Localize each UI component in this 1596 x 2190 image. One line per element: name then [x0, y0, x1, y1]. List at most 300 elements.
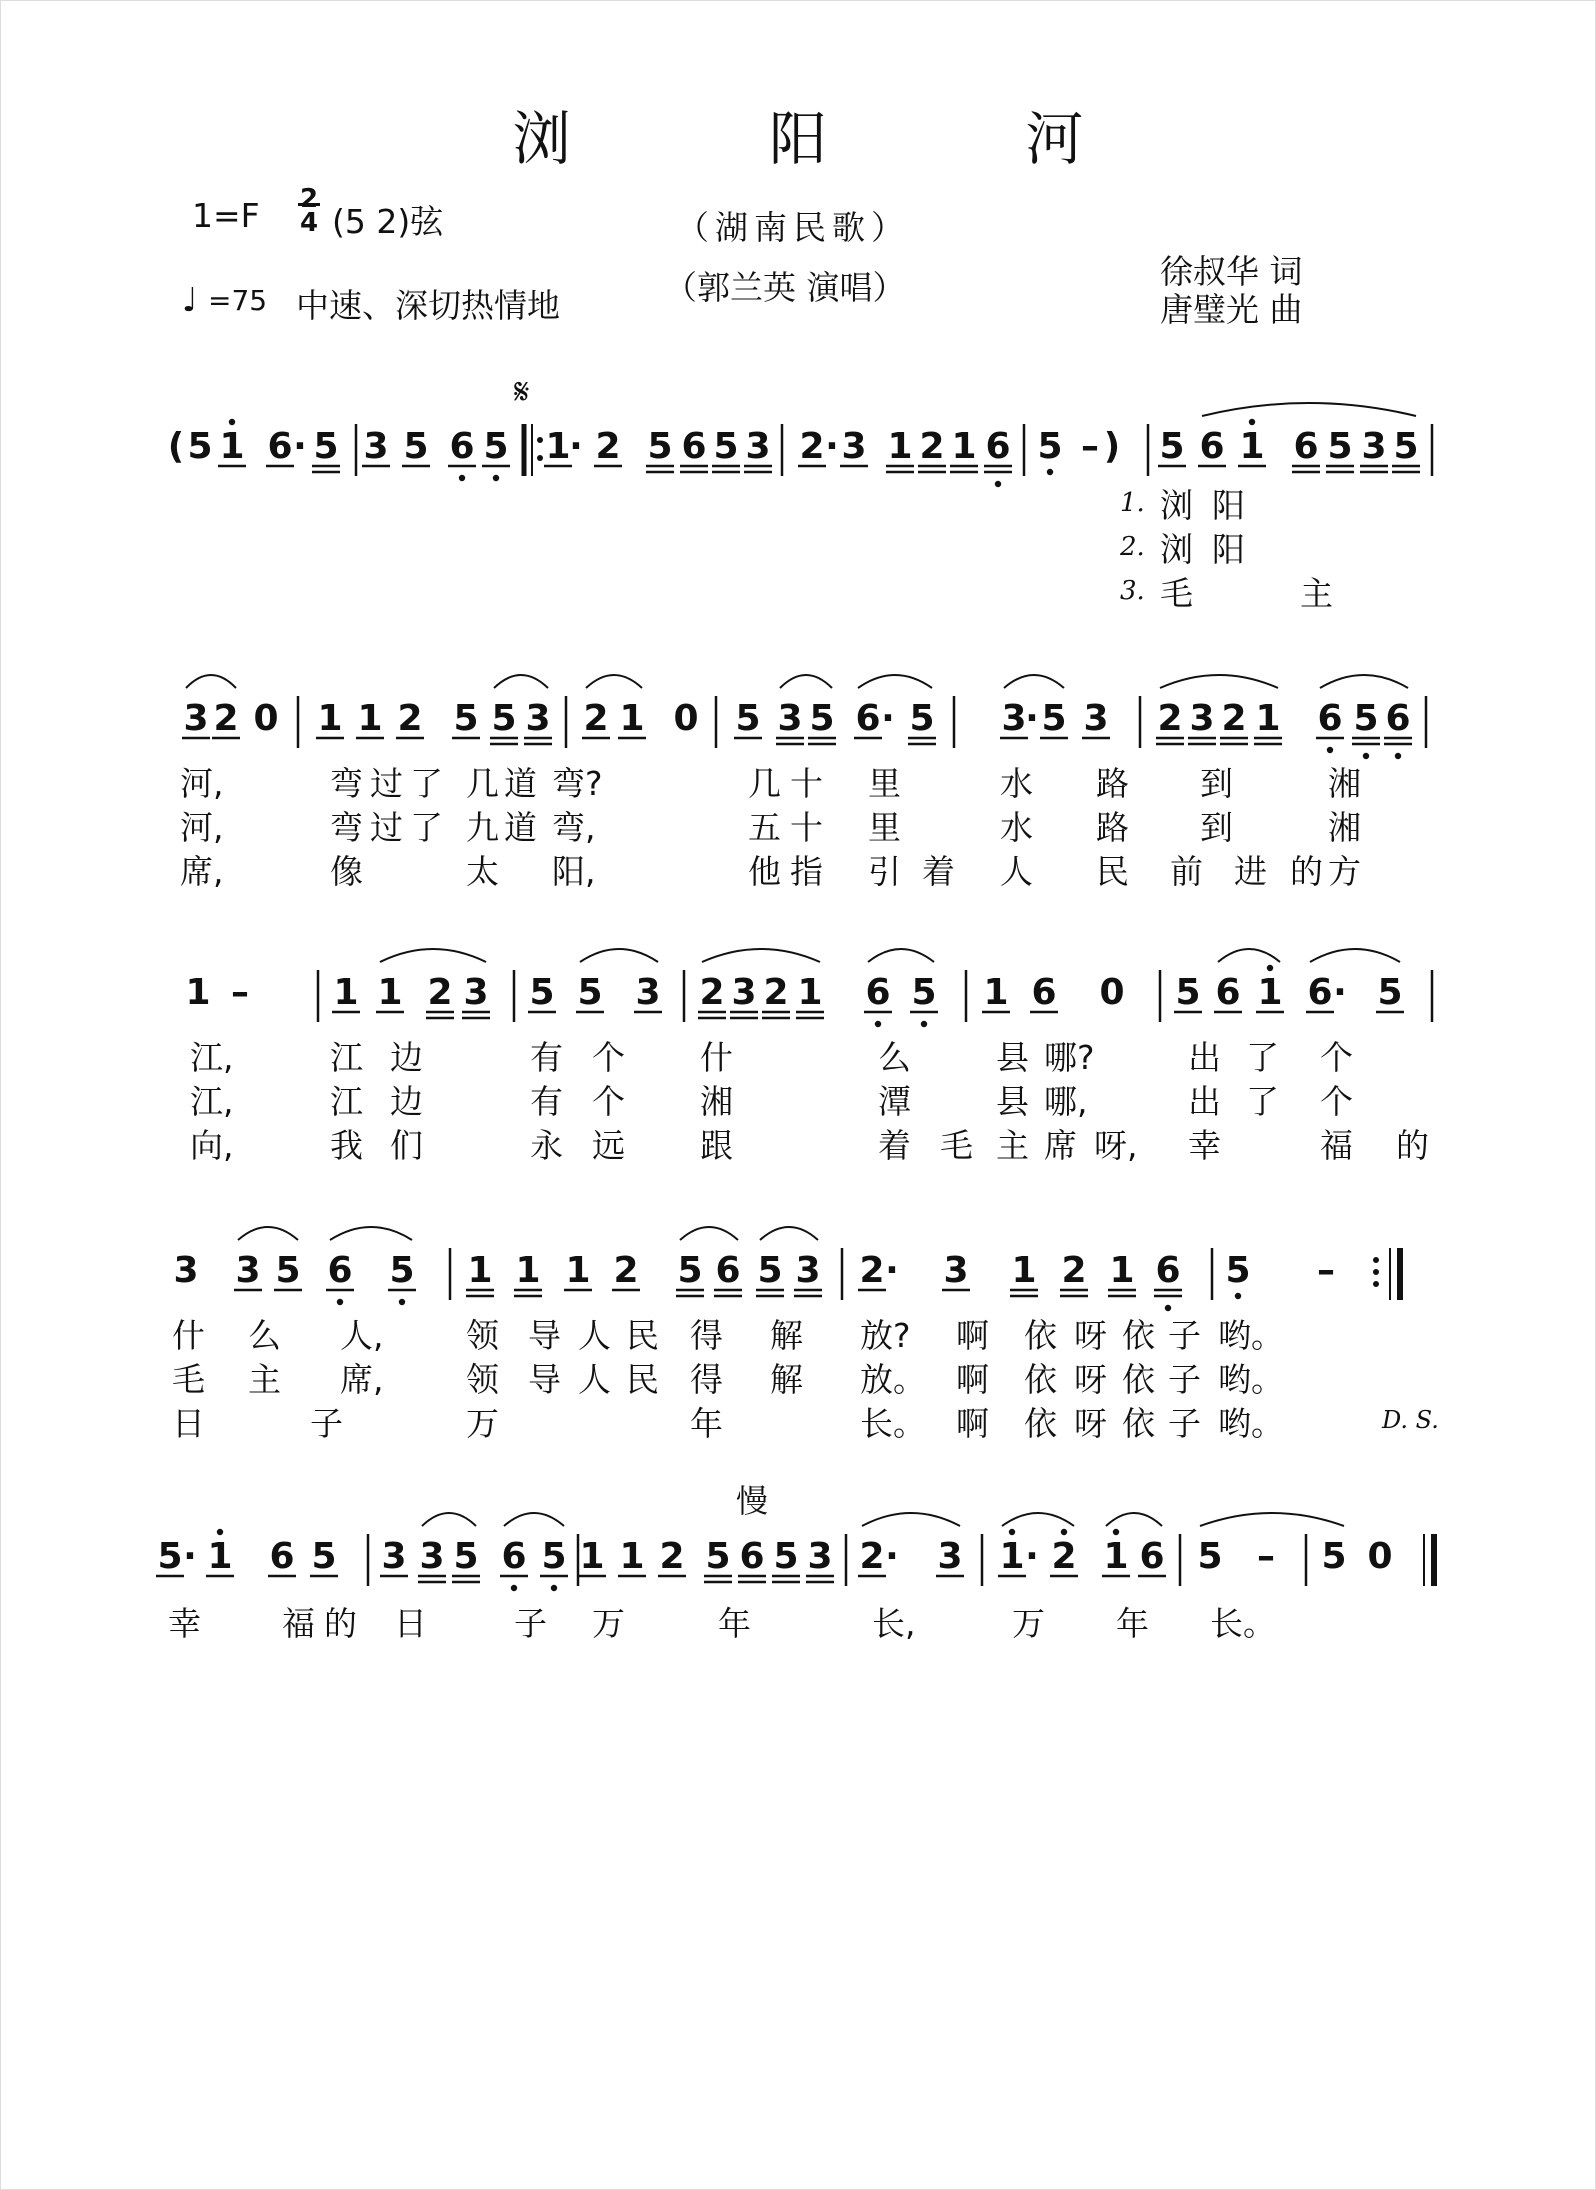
lyric-syllable: 他 [748, 852, 781, 891]
high-octave-dot [1249, 419, 1255, 425]
note: 1 [1011, 1250, 1037, 1291]
note: 2 [583, 698, 609, 739]
note: 6 [1385, 698, 1411, 739]
note: 5 [1159, 426, 1185, 467]
note: 5 [453, 1536, 479, 1577]
note: 2 [1051, 1536, 1077, 1577]
lyric-syllable: 领 [466, 1316, 499, 1355]
verse-number: 2. [1120, 532, 1145, 562]
slur-arc [494, 675, 548, 688]
slur-arc [1002, 1513, 1074, 1526]
note: 2 [699, 972, 725, 1013]
note: 1 [619, 698, 645, 739]
lyric-syllable: 道 [504, 808, 537, 847]
slur-arc [862, 1513, 960, 1526]
lyric-syllable: 依 [1024, 1360, 1057, 1399]
note: 6 [855, 698, 881, 739]
note: 6 [1317, 698, 1343, 739]
lyric-syllable: 江, [190, 1038, 234, 1077]
low-octave-dot [511, 1585, 517, 1591]
note: 2 [613, 1250, 639, 1291]
note: 0 [1099, 972, 1125, 1013]
low-octave-dot [1395, 753, 1401, 759]
note: 5 [1393, 426, 1419, 467]
note: 2 [427, 972, 453, 1013]
note: 5 [1225, 1250, 1251, 1291]
lyric-syllable: 里 [868, 764, 901, 803]
lyric-syllable: 领 [466, 1360, 499, 1399]
lyric-syllable: 指 [790, 852, 823, 891]
note: · [885, 1250, 899, 1291]
lyric-syllable: 呀, [1094, 1126, 1138, 1165]
lyric-syllable: 潭 [878, 1082, 911, 1121]
note: 6 [269, 1536, 295, 1577]
lyric-syllable: 福 [282, 1604, 315, 1643]
lyric-syllable: 放? [860, 1316, 911, 1355]
note: 3 [381, 1536, 407, 1577]
song-title: 浏 阳 河 [512, 105, 1174, 173]
lyric-syllable: 前 [1170, 852, 1203, 891]
lyric-syllable: 方 [1328, 852, 1361, 891]
lyric-syllable: 河, [180, 808, 224, 847]
note: 1 [1109, 1250, 1135, 1291]
lyric-syllable: 有 [530, 1082, 563, 1121]
note: 5 [453, 698, 479, 739]
composer-credit: 唐璧光 曲 [1160, 290, 1303, 329]
lyric-syllable: 湘 [1328, 808, 1361, 847]
note: 5 [577, 972, 603, 1013]
note: · [293, 426, 307, 467]
note: ) [1103, 426, 1121, 467]
note: 5 [1037, 426, 1063, 467]
lyric-syllable: 啊 [956, 1316, 989, 1355]
note: 3 [525, 698, 551, 739]
lyric-syllable: 弯 [330, 764, 363, 803]
note: 5 [157, 1536, 183, 1577]
lyric-syllable: 解 [770, 1360, 803, 1399]
lyric-syllable: 到 [1200, 764, 1233, 803]
note: 1 [185, 972, 211, 1013]
note: 6 [1155, 1250, 1181, 1291]
lyric-syllable: 像 [330, 852, 363, 891]
note: 3 [807, 1536, 833, 1577]
note: 3 [777, 698, 803, 739]
lyric-syllable: 主 [1300, 574, 1333, 613]
lyric-syllable: 什 [700, 1038, 733, 1077]
note: 5 [491, 698, 517, 739]
lyric-syllable: 哪, [1044, 1082, 1088, 1121]
slur-arc [1310, 949, 1400, 962]
lyric-syllable: 江 [330, 1038, 363, 1077]
lyric-syllable: 福 [1320, 1126, 1353, 1165]
lyric-syllable: 幸 [1188, 1126, 1221, 1165]
lyric-syllable: 年 [1116, 1604, 1149, 1643]
lyric-syllable: 年 [690, 1404, 723, 1443]
note: 3 [841, 426, 867, 467]
lyric-syllable: 年 [718, 1604, 751, 1643]
lyric-syllable: 人 [1000, 852, 1033, 891]
note: 1 [983, 972, 1009, 1013]
lyric-syllable: 子 [310, 1404, 343, 1443]
note: 5 [403, 426, 429, 467]
lyric-syllable: 依 [1122, 1316, 1155, 1355]
note: · [1025, 1536, 1039, 1577]
note: 5 [187, 426, 213, 467]
lyric-syllable: 子 [1168, 1316, 1201, 1355]
low-octave-dot [1235, 1293, 1241, 1299]
lyric-syllable: 道 [504, 764, 537, 803]
lyricist-credit: 徐叔华 词 [1160, 252, 1303, 291]
lyric-syllable: 主 [248, 1360, 281, 1399]
lyric-syllable: 太 [466, 852, 499, 891]
lyric-syllable: 主 [996, 1126, 1029, 1165]
lyric-syllable: 了 [410, 808, 443, 847]
note: 5 [275, 1250, 301, 1291]
lyric-syllable: 弯 [330, 808, 363, 847]
lyric-syllable: 么 [878, 1038, 911, 1077]
note: 6 [681, 426, 707, 467]
note: 5 [313, 426, 339, 467]
lyric-syllable: 里 [868, 808, 901, 847]
lyric-syllable: 阳, [552, 852, 596, 891]
lyric-syllable: 日 [394, 1604, 427, 1643]
note: 3 [795, 1250, 821, 1291]
note: 1 [357, 698, 383, 739]
lyric-syllable: 民 [626, 1316, 659, 1355]
lyric-syllable: 子 [1168, 1360, 1201, 1399]
note: 2 [595, 426, 621, 467]
slur-arc [580, 949, 658, 962]
note: 5 [757, 1250, 783, 1291]
lyric-syllable: 依 [1024, 1316, 1057, 1355]
lyric-syllable: 的 [1290, 852, 1323, 891]
lyric-syllable: 水 [1000, 808, 1033, 847]
lyric-syllable: 什 [172, 1316, 205, 1355]
lyric-syllable: 阳 [1212, 486, 1245, 525]
note: 0 [1367, 1536, 1393, 1577]
slur-arc [586, 675, 642, 688]
slur-arc [1200, 1513, 1344, 1526]
lyric-syllable: 呀 [1074, 1316, 1107, 1355]
lyric-syllable: 湘 [700, 1082, 733, 1121]
note: 6 [739, 1536, 765, 1577]
repeat-dot [537, 455, 543, 461]
note: 3 [635, 972, 661, 1013]
slur-arc [702, 949, 820, 962]
lyric-syllable: 民 [1096, 852, 1129, 891]
note: 1 [207, 1536, 233, 1577]
dal-segno-mark: D. S. [1382, 1406, 1439, 1434]
lyric-syllable: 阳 [1212, 530, 1245, 569]
lyric-syllable: 十 [790, 808, 823, 847]
slow-marking: 慢 [736, 1482, 769, 1520]
note: 6 [1031, 972, 1057, 1013]
note: 1 [951, 426, 977, 467]
lyric-syllable: 长。 [860, 1404, 926, 1443]
note: 5 [911, 972, 937, 1013]
note: 1 [467, 1250, 493, 1291]
note: 2 [919, 426, 945, 467]
lyric-syllable: 子 [1168, 1404, 1201, 1443]
repeat-dot [1373, 1257, 1379, 1263]
lyric-syllable: 得 [690, 1316, 723, 1355]
note: 1 [1257, 972, 1283, 1013]
high-octave-dot [1061, 1529, 1067, 1535]
lyric-syllable: 边 [390, 1082, 423, 1121]
note: 6 [1293, 426, 1319, 467]
lyric-syllable: 解 [770, 1316, 803, 1355]
lyric-syllable: 毛 [1160, 574, 1193, 613]
note: 0 [673, 698, 699, 739]
lyric-syllable: 导 [528, 1316, 561, 1355]
note: 1 [1103, 1536, 1129, 1577]
note: 2 [859, 1250, 885, 1291]
note: 3 [937, 1536, 963, 1577]
lyric-syllable: 啊 [956, 1360, 989, 1399]
lyric-syllable: 到 [1200, 808, 1233, 847]
lyric-syllable: 呀 [1074, 1360, 1107, 1399]
note: 5 [1197, 1536, 1223, 1577]
lyric-syllable: 哟。 [1218, 1404, 1284, 1443]
lyric-syllable: 有 [530, 1038, 563, 1077]
expression-text: 中速、深切热情地 [296, 286, 560, 325]
note: 5 [809, 698, 835, 739]
note: 3 [943, 1250, 969, 1291]
lyric-syllable: 着 [878, 1126, 911, 1165]
repeat-dot [1373, 1269, 1379, 1275]
lyric-syllable: 个 [592, 1038, 625, 1077]
note: 5 [773, 1536, 799, 1577]
note: 3 [1189, 698, 1215, 739]
lyric-syllable: 呀 [1074, 1404, 1107, 1443]
lyric-syllable: 啊 [956, 1404, 989, 1443]
lyric-syllable: 跟 [700, 1126, 733, 1165]
note: 5 [1041, 698, 1067, 739]
slur-arc [330, 1227, 412, 1240]
lyric-syllable: 五 [748, 808, 781, 847]
note: 1 [1255, 698, 1281, 739]
lyric-syllable: 着 [922, 852, 955, 891]
lyric-syllable: 浏 [1160, 530, 1193, 569]
lyric-syllable: 们 [390, 1126, 423, 1165]
note: 5 [705, 1536, 731, 1577]
slur-arc [1106, 1513, 1162, 1526]
lyric-syllable: 个 [592, 1082, 625, 1121]
note: 5 [1175, 972, 1201, 1013]
note: 5 [483, 426, 509, 467]
lyric-syllable: 出 [1188, 1082, 1221, 1121]
low-octave-dot [399, 1299, 405, 1305]
note: 3 [419, 1536, 445, 1577]
low-octave-dot [493, 475, 499, 481]
note: 1 [1239, 426, 1265, 467]
lyric-syllable: 弯? [552, 764, 603, 803]
note: ( [167, 426, 185, 467]
high-octave-dot [217, 1529, 223, 1535]
high-octave-dot [229, 419, 235, 425]
lyric-syllable: 放。 [860, 1360, 926, 1399]
slur-arc [238, 1227, 298, 1240]
lyric-syllable: 九 [466, 808, 499, 847]
note: · [825, 426, 839, 467]
note: 1 [999, 1536, 1025, 1577]
segno-sign: 𝄋 [514, 372, 530, 413]
lyric-syllable: 过 [370, 764, 403, 803]
slur-arc [858, 675, 932, 688]
time-signature-bottom: 4 [300, 208, 319, 238]
lyric-syllable: 席, [180, 852, 224, 891]
lyric-syllable: 了 [410, 764, 443, 803]
lyric-syllable: 长, [872, 1604, 916, 1643]
slur-arc [1202, 403, 1416, 416]
note: 2 [213, 698, 239, 739]
high-octave-dot [1113, 1529, 1119, 1535]
note: 0 [253, 698, 279, 739]
lyric-syllable: 几 [748, 764, 781, 803]
note: 6 [715, 1250, 741, 1291]
note: 2 [659, 1536, 685, 1577]
note: 6 [865, 972, 891, 1013]
note: 6 [1215, 972, 1241, 1013]
key-signature: 1=F [192, 196, 260, 235]
note: 1 [887, 426, 913, 467]
lyric-syllable: 引 [868, 852, 901, 891]
note: 1 [619, 1536, 645, 1577]
note: 3 [463, 972, 489, 1013]
note: 3 [745, 426, 771, 467]
slur-arc [504, 1513, 564, 1526]
note: 5 [713, 426, 739, 467]
lyric-syllable: 依 [1122, 1404, 1155, 1443]
lyric-syllable: 浏 [1160, 486, 1193, 525]
slur-arc [1320, 675, 1408, 688]
note: 6 [327, 1250, 353, 1291]
repeat-dot [537, 437, 543, 443]
note: 3 [1083, 698, 1109, 739]
note: · [1333, 972, 1347, 1013]
note: 5 [1321, 1536, 1347, 1577]
note: 1 [515, 1250, 541, 1291]
note: 3 [363, 426, 389, 467]
lyric-syllable: 幸 [168, 1604, 201, 1643]
note: 5 [909, 698, 935, 739]
note: – [1257, 1536, 1275, 1577]
low-octave-dot [1363, 753, 1369, 759]
note: 5 [1353, 698, 1379, 739]
note: 2 [1061, 1250, 1087, 1291]
quarter-note-icon: ♩ [182, 280, 198, 319]
note: 5 [647, 426, 673, 467]
lyric-syllable: 水 [1000, 764, 1033, 803]
note: · [183, 1536, 197, 1577]
low-octave-dot [1327, 747, 1333, 753]
lyric-syllable: 得 [690, 1360, 723, 1399]
slur-arc [760, 1227, 818, 1240]
lyric-syllable: 永 [530, 1126, 563, 1165]
verse-number: 1. [1120, 488, 1145, 518]
lyric-syllable: 哟。 [1218, 1360, 1284, 1399]
lyric-syllable: 导 [528, 1360, 561, 1399]
lyric-syllable: 河, [180, 764, 224, 803]
low-octave-dot [995, 481, 1001, 487]
slur-arc [868, 949, 934, 962]
note: 5 [311, 1536, 337, 1577]
lyric-syllable: 几 [466, 764, 499, 803]
note: 1 [579, 1536, 605, 1577]
slur-arc [186, 675, 236, 688]
lyric-syllable: 的 [324, 1604, 357, 1643]
lyric-syllable: 路 [1096, 764, 1129, 803]
note: 2 [799, 426, 825, 467]
lyric-syllable: 向, [190, 1126, 234, 1165]
note: 6 [449, 426, 475, 467]
note: · [1025, 698, 1039, 739]
lyric-syllable: 的 [1396, 1126, 1429, 1165]
high-octave-dot [1267, 965, 1273, 971]
lyric-syllable: 出 [1188, 1038, 1221, 1077]
tuning-note: (5 2)弦 [332, 202, 444, 241]
lyric-syllable: 哟。 [1218, 1316, 1284, 1355]
lyric-syllable: 万 [466, 1404, 499, 1443]
slur-arc [1218, 949, 1280, 962]
note: 3 [173, 1250, 199, 1291]
lyric-syllable: 江, [190, 1082, 234, 1121]
note: 6 [985, 426, 1011, 467]
note: 6 [1307, 972, 1333, 1013]
note: 1 [545, 426, 571, 467]
lyric-syllable: 毛 [172, 1360, 205, 1399]
slur-arc [1004, 675, 1064, 688]
lyric-syllable: 人 [578, 1360, 611, 1399]
note: 3 [1361, 426, 1387, 467]
lyric-syllable: 万 [592, 1604, 625, 1643]
note: · [881, 698, 895, 739]
lyric-syllable: 子 [514, 1604, 547, 1643]
note: 1 [565, 1250, 591, 1291]
low-octave-dot [337, 1299, 343, 1305]
lyric-syllable: 么 [248, 1316, 281, 1355]
note: 3 [1001, 698, 1027, 739]
slur-arc [380, 949, 486, 962]
lyric-syllable: 长。 [1210, 1604, 1276, 1643]
note: 5 [529, 972, 555, 1013]
note: 6 [267, 426, 293, 467]
note: 2 [1221, 698, 1247, 739]
note: 2 [763, 972, 789, 1013]
note: 1 [219, 426, 245, 467]
note: 6 [501, 1536, 527, 1577]
lyric-syllable: 进 [1234, 852, 1267, 891]
verse-number: 3. [1120, 576, 1145, 606]
lyric-syllable: 弯, [552, 808, 596, 847]
lyric-syllable: 人 [578, 1316, 611, 1355]
lyric-syllable: 县 [996, 1082, 1029, 1121]
lyric-syllable: 远 [592, 1126, 625, 1165]
lyric-syllable: 日 [172, 1404, 205, 1443]
note: 3 [235, 1250, 261, 1291]
slur-arc [780, 675, 832, 688]
lyric-syllable: 我 [330, 1126, 363, 1165]
note: 6 [1139, 1536, 1165, 1577]
note: 5 [677, 1250, 703, 1291]
lyric-syllable: 湘 [1328, 764, 1361, 803]
note: – [1317, 1250, 1335, 1291]
high-octave-dot [1009, 1529, 1015, 1535]
slur-arc [680, 1227, 738, 1240]
lyric-syllable: 万 [1012, 1604, 1045, 1643]
note: · [885, 1536, 899, 1577]
note: 5 [541, 1536, 567, 1577]
